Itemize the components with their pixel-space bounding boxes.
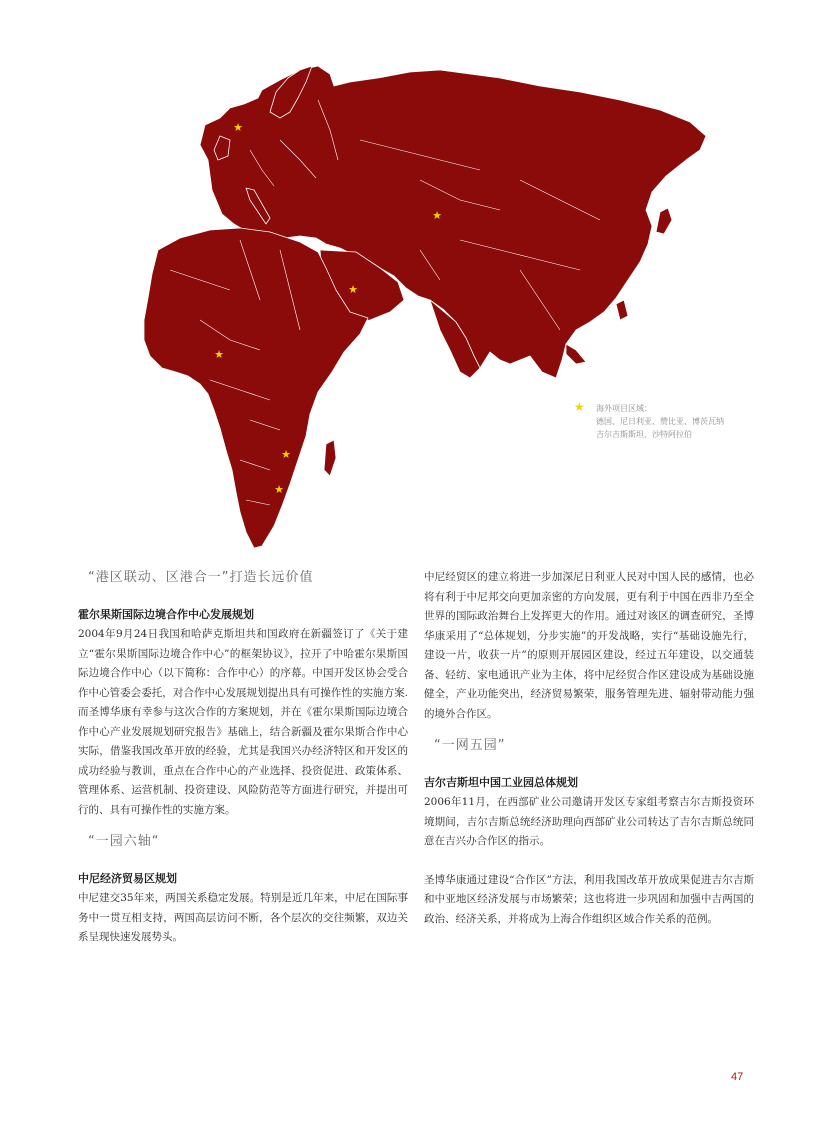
page-number: 47 [731,1071,744,1083]
section-quote: “一网五园” [434,738,506,753]
section-quote: “港区联动、区港合一”打造长远价值 [88,570,314,585]
section-heading: 吉尔吉斯坦中国工业园总体规划 [424,776,578,789]
star-icon: ★ [233,121,243,134]
madagascar-shape [324,440,336,476]
japan-shape [656,208,672,234]
body-paragraph: 2004年9月24日我国和哈萨克斯坦共和国政府在新疆签订了《关于建立“霍尔果斯国际边境合作中心”的框架协议》，拉开了中哈霍尔果斯国际边境合作中心（以下简称：合作中心）的序幕。中国开发区协会受合作中心管委会委托，对合作中心发展规划提出具有可操作性的实施方案.而圣博华康有幸参与这次合作的方案规划，并在《霍尔果斯国际边境合作中心产业发展规划研究报告》基础上，结合新疆及霍尔果斯合作中心实际，借鉴我国改革开放的经验，尤其是我国兴办经济特区和开发区的成功经验与教训，重点在合作中心的产业选择、投资促进、政策体系、管理体系、运营机制、投资建设、风险防范等方面进行研究，并提出可行的、具有可操作性的实施方案。 [78,628,408,816]
body-paragraph: 圣博华康通过建设“合作区”方法，利用我国改革开放成果促进吉尔吉斯和中亚地区经济发展与市场繁荣；这也将进一步巩固和加强中吉两国的政治、经济关系，并将成为上海合作组织区域合作关系的范例。 [424,873,754,925]
left-column [78,568,408,948]
right-column [424,568,754,929]
legend-title: 海外项目区域： [596,404,652,413]
legend-countries-1: 德国、尼日利亚、赞比亚、博茨瓦纳 [596,417,724,426]
philippines-shape [616,300,628,320]
star-icon: ★ [274,483,284,496]
legend-countries-2: 吉尔吉斯斯坦、沙特阿拉伯 [596,430,692,439]
star-icon: ★ [574,400,585,414]
body-paragraph: 2006年11月，在西部矿业公司邀请开发区专家组考察吉尔吉斯投资环境期间，吉尔吉斯总统经济助理向西部矿业公司转达了吉尔吉斯总统同意在吉兴办合作区的指示。 [424,796,754,847]
sumatra-shape [566,344,586,364]
star-icon: ★ [281,448,291,461]
map-landmass [144,66,706,548]
body-paragraph: 中尼建交35年来，两国关系稳定发展。特别是近几年来，中尼在国际事务中一贯互相支持，两国高层访问不断，各个层次的交往频繁，双边关系呈现快速发展势头。 [78,892,408,943]
section-quote: “一园六轴“ [88,834,160,849]
star-icon: ★ [432,209,442,222]
section-heading: 霍尔果斯国际边境合作中心发展规划 [78,608,254,621]
star-icon: ★ [214,348,224,361]
section-heading: 中尼经济贸易区规划 [78,872,177,885]
star-icon: ★ [348,283,358,296]
body-paragraph: 中尼经贸区的建立将进一步加深尼日利亚人民对中国人民的感情，也必将有利于中尼邦交向更加亲密的方向发展，更有利于中国在西非乃至全世界的国际政治舞台上发挥更大的作用。通过对该区的调查研究，圣博华康采用了“总体规划，分步实施”的开发战略，实行“基础设施先行，建设一片，收获一片”的原则开展园区建设，经过五年建设，以交通装备、轻纺、家电通讯产业为主体，将中尼经贸合作区建设成为基础设施健全，产业功能突出，经济贸易繁荣，服务管理先进、辐射带动能力强的境外合作区。 [424,571,754,720]
world-map [0,0,827,560]
